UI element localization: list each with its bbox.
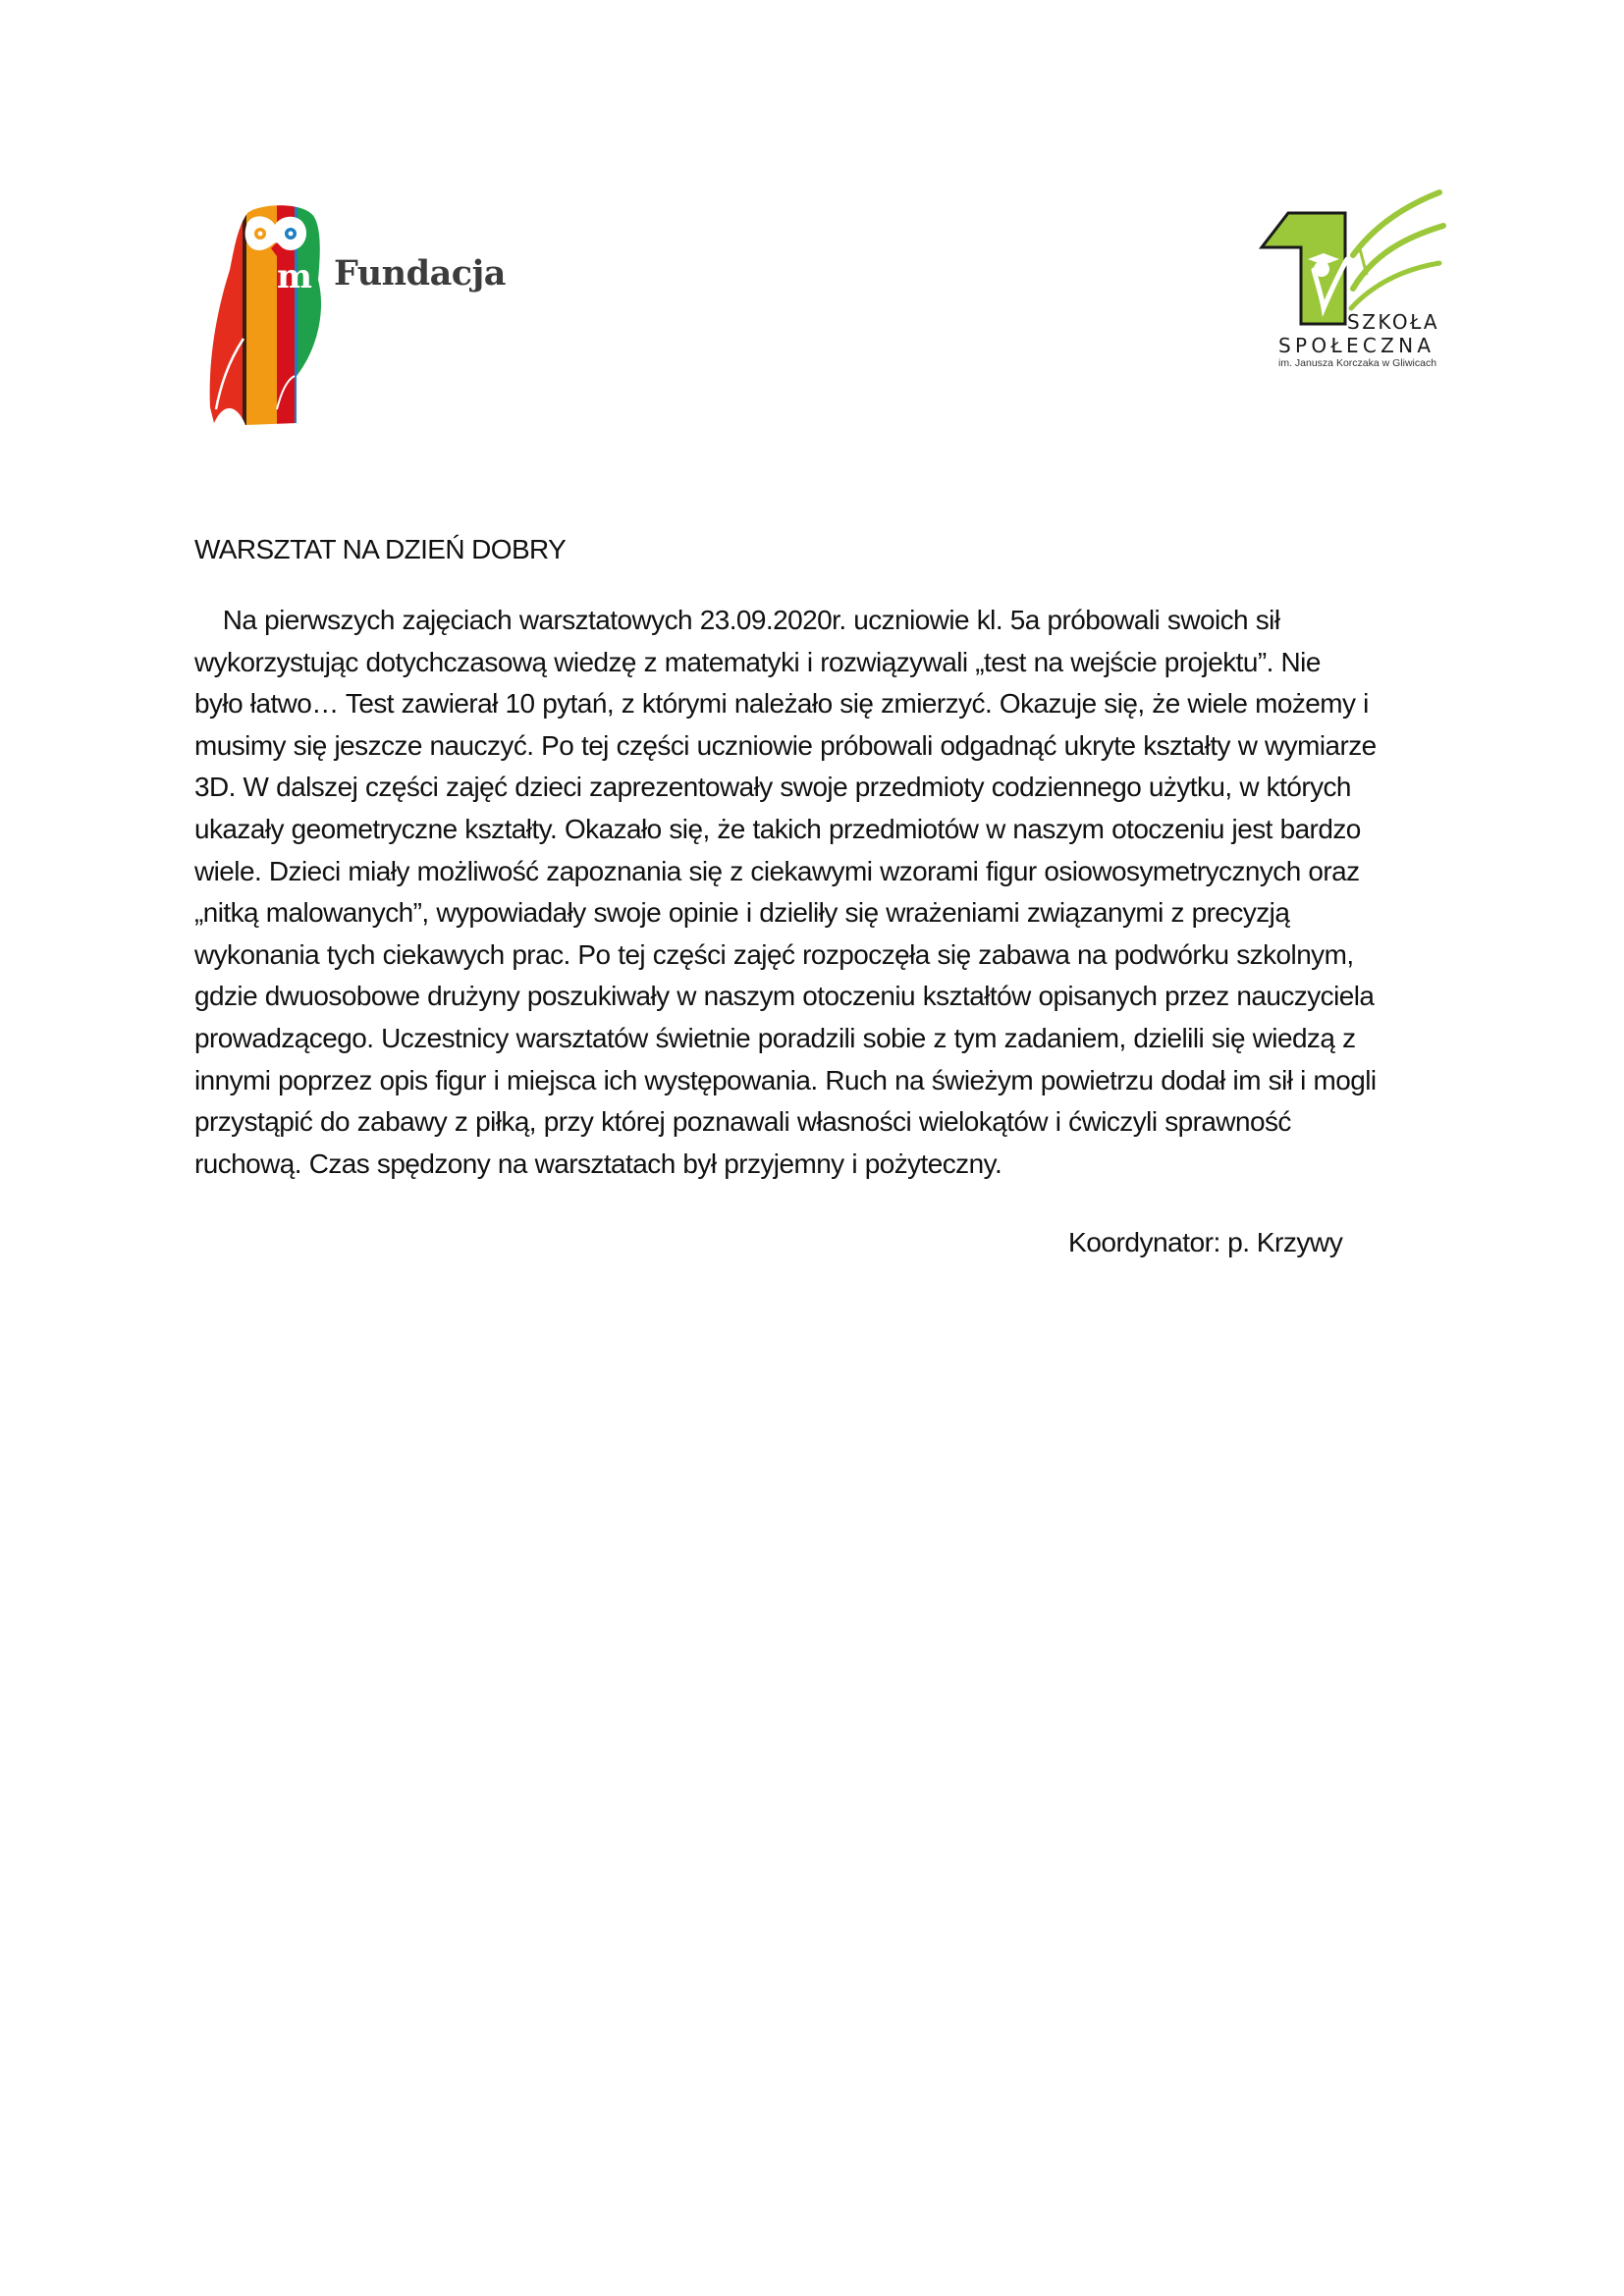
coordinator-signature: Koordynator: p. Krzywy	[1068, 1226, 1343, 1257]
school-name-line1: SZKOŁA	[1347, 310, 1440, 334]
paragraph-line: musimy się jeszcze nauczyć. Po tej części uczniowie próbowali odgadnąć ukryte kształty w wymiarze	[194, 728, 1377, 761]
fundacja-wordmark: Fundacja	[334, 253, 506, 294]
paragraph-line: ruchową. Czas spędzony na warsztatach był przyjemny i pożyteczny.	[194, 1147, 1002, 1179]
paragraph-line: wykonania tych ciekawych prac. Po tej części zajęć rozpoczęła się zabawa na podwórku szkolnym,	[194, 937, 1354, 970]
paragraph-line: 3D. W dalszej części zajęć dzieci zaprezentowały swoje przedmioty codziennego użytku, w których	[194, 771, 1351, 803]
paragraph-line: ukazały geometryczne kształty. Okazało się, że takich przedmiotów w naszym otoczeniu jest bardzo	[194, 812, 1361, 844]
paragraph-line: wykorzystując dotychczasową wiedzę z matematyki i rozwiązywali „test na wejście projektu”. Nie	[194, 645, 1321, 677]
school-name-line2: SPOŁECZNA	[1278, 334, 1435, 357]
szkola-spoleczna-logo	[1257, 187, 1453, 375]
paragraph-line: „nitką malowanych”, wypowiadały swoje opinie i dzieliły się wrażeniami związanymi z precyzją	[194, 896, 1290, 929]
paragraph-line: przystąpić do zabawy z piłką, przy której poznawali własności wielokątów i ćwiczyli sprawność	[194, 1105, 1291, 1138]
owl-icon	[208, 201, 326, 429]
document-title: WARSZTAT NA DZIEŃ DOBRY	[194, 534, 567, 564]
mfundacja-logo	[208, 201, 506, 429]
paragraph-line: gdzie dwuosobowe drużyny poszukiwały w naszym otoczeniu kształtów opisanych przez nauczyciela	[194, 980, 1375, 1012]
owl-m-letter: m	[277, 257, 312, 296]
body-paragraph	[194, 606, 1441, 1191]
paragraph-line: wiele. Dzieci miały możliwość zapoznania się z ciekawymi wzorami figur osiowosymetrycznych oraz	[194, 854, 1360, 886]
paragraph-line: prowadzącego. Uczestnicy warsztatów świetnie poradzili sobie z tym zadaniem, dzielili się wiedzą z	[194, 1021, 1356, 1053]
paragraph-line: było łatwo… Test zawierał 10 pytań, z którymi należało się zmierzyć. Okazuje się, że wiele możemy i	[194, 687, 1369, 720]
paragraph-line: Na pierwszych zajęciach warsztatowych 23.09.2020r. uczniowie kl. 5a próbowali swoich sił	[222, 604, 1280, 635]
school-patron-line: im. Janusza Korczaka w Gliwicach	[1278, 357, 1437, 369]
paragraph-line: innymi poprzez opis figur i miejsca ich występowania. Ruch na świeżym powietrzu dodał im sił i mogli	[194, 1063, 1377, 1095]
